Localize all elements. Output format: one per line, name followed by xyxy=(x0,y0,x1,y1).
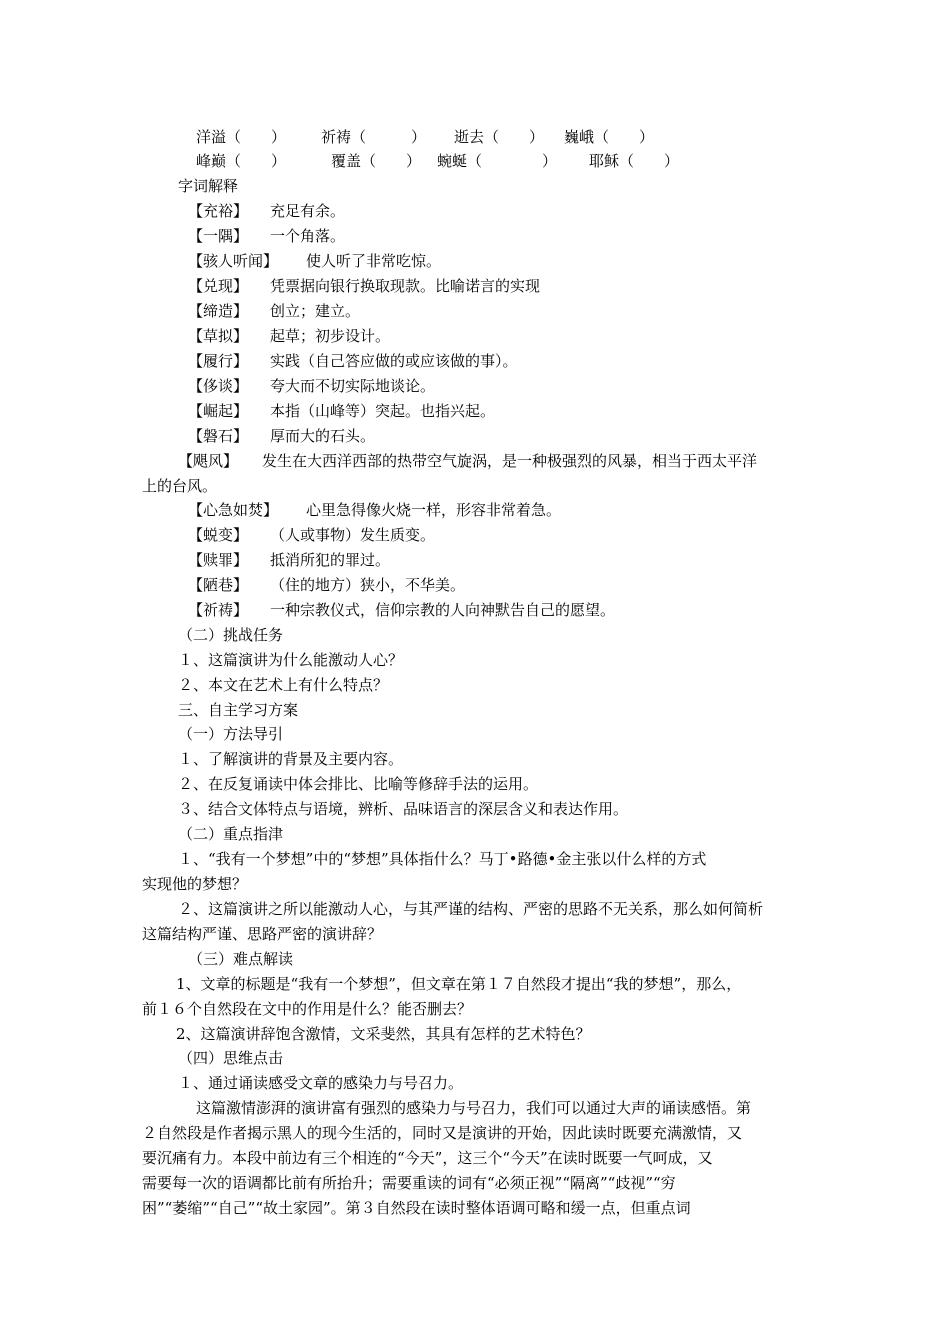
pinyin-item: 峰巅（ ） xyxy=(196,152,287,170)
vocab-definition: 凭票据向银行换取现款。比喻诺言的实现 xyxy=(270,277,541,295)
vocab-definition: 心里急得像火烧一样，形容非常着急。 xyxy=(306,501,562,519)
vocab-term: 【赎罪】 xyxy=(188,551,249,569)
section-heading: 三、自主学习方案 xyxy=(178,701,299,719)
vocab-term: 【充裕】 xyxy=(188,202,249,220)
vocab-definition: 起草；初步设计。 xyxy=(270,327,391,345)
vocab-definition: 创立；建立。 xyxy=(270,302,361,320)
vocab-heading: 字词解释 xyxy=(178,177,239,195)
vocab-term: 【飓风】 xyxy=(178,452,239,470)
section-heading: （一）方法导引 xyxy=(178,725,284,743)
question-text: １、“我有一个梦想”中的“梦想”具体指什么？马丁•路德•金主张以什么样的方式 xyxy=(178,850,707,868)
section-heading: （二）重点指津 xyxy=(178,825,284,843)
list-item: １、这篇演讲为什么能激动人心？ xyxy=(178,651,404,669)
vocab-term: 【一隅】 xyxy=(188,227,249,245)
pinyin-item: 巍峨（ ） xyxy=(564,128,655,146)
vocab-term: 【缔造】 xyxy=(188,302,249,320)
list-item: ２、在反复诵读中体会排比、比喻等修辞手法的运用。 xyxy=(178,775,539,793)
pinyin-item: 祈祷（ ） xyxy=(321,128,427,146)
pinyin-item: 洋溢（ ） xyxy=(196,128,287,146)
vocab-term: 【崛起】 xyxy=(188,402,249,420)
vocab-term: 【磐石】 xyxy=(188,427,249,445)
vocab-definition: 实践（自己答应做的或应该做的事）。 xyxy=(270,352,518,370)
pinyin-item: 逝去（ ） xyxy=(454,128,545,146)
question-text: 前１６个自然段在文中的作用是什么？能否删去？ xyxy=(142,1000,473,1018)
question-text: ２、这篇演讲之所以能激动人心，与其严谨的结构、严密的思路不无关系，那么如何简析 xyxy=(178,900,764,918)
pinyin-item: 覆盖（ ） xyxy=(331,152,422,170)
section-heading: （四）思维点击 xyxy=(178,1049,284,1067)
paragraph-line: 需要每一次的语调都比前有所抬升；需要重读的词有“必须正视”“隔离”“歧视”“穷 xyxy=(142,1174,676,1192)
vocab-term: 【陋巷】 xyxy=(188,576,249,594)
question-text: 这篇结构严谨、思路严密的演讲辞？ xyxy=(142,925,383,943)
section-heading: （二）挑战任务 xyxy=(178,626,284,644)
vocab-term: 【蜕变】 xyxy=(188,526,249,544)
vocab-definition: 厚而大的石头。 xyxy=(270,427,376,445)
pinyin-item: 耶稣（ ） xyxy=(589,152,680,170)
paragraph-line: 困”“萎缩”“自己”“故土家园”。第３自然段在读时整体语调可略和缓一点，但重点词 xyxy=(142,1199,691,1217)
question-text: 2、这篇演讲辞饱含激情，文采斐然，其具有怎样的艺术特色？ xyxy=(176,1025,591,1043)
vocab-term: 【祈祷】 xyxy=(188,601,249,619)
vocab-definition: （住的地方）狭小，不华美。 xyxy=(270,576,466,594)
pinyin-item: 蜿蜒（ ） xyxy=(437,152,558,170)
paragraph-line: 要沉痛有力。本段中前边有三个相连的“今天”，这三个“今天”在读时既要一气呵成，又 xyxy=(142,1149,713,1167)
vocab-definition: 发生在大西洋西部的热带空气旋涡，是一种极强烈的风暴，相当于西太平洋 xyxy=(262,452,758,470)
list-item: １、了解演讲的背景及主要内容。 xyxy=(178,750,404,768)
vocab-term: 【骇人听闻】 xyxy=(188,252,279,270)
vocab-term: 【履行】 xyxy=(188,352,249,370)
list-item: １、通过诵读感受文章的感染力与号召力。 xyxy=(178,1074,464,1092)
vocab-definition: 抵消所犯的罪过。 xyxy=(270,551,391,569)
vocab-term: 【兑现】 xyxy=(188,277,249,295)
vocab-definition: 本指（山峰等）突起。也指兴起。 xyxy=(270,402,496,420)
question-text: 1、文章的标题是“我有一个梦想”，但文章在第１７自然段才提出“我的梦想”，那么， xyxy=(176,975,742,993)
vocab-term: 【草拟】 xyxy=(188,327,249,345)
paragraph-line: ２自然段是作者揭示黑人的现今生活的，同时又是演讲的开始，因此读时既要充满激情，又 xyxy=(142,1124,743,1142)
list-item: ３、结合文体特点与语境，辨析、品味语言的深层含义和表达作用。 xyxy=(178,800,629,818)
vocab-definition: 一个角落。 xyxy=(270,227,346,245)
section-heading: （三）难点解读 xyxy=(188,950,294,968)
paragraph-line: 这篇激情澎湃的演讲富有强烈的感染力与号召力，我们可以通过大声的诵读感悟。第 xyxy=(196,1099,752,1117)
vocab-definition: 使人听了非常吃惊。 xyxy=(306,252,442,270)
list-item: ２、本文在艺术上有什么特点？ xyxy=(178,676,389,694)
vocab-term: 【侈谈】 xyxy=(188,377,249,395)
vocab-term: 【心急如焚】 xyxy=(188,501,279,519)
vocab-definition-continued: 上的台风。 xyxy=(142,477,218,495)
vocab-definition: （人或事物）发生质变。 xyxy=(270,526,436,544)
vocab-definition: 充足有余。 xyxy=(270,202,346,220)
vocab-definition: 夸大而不切实际地谈论。 xyxy=(270,377,436,395)
question-text: 实现他的梦想？ xyxy=(142,875,248,893)
vocab-definition: 一种宗教仪式，信仰宗教的人向神默告自己的愿望。 xyxy=(270,601,616,619)
